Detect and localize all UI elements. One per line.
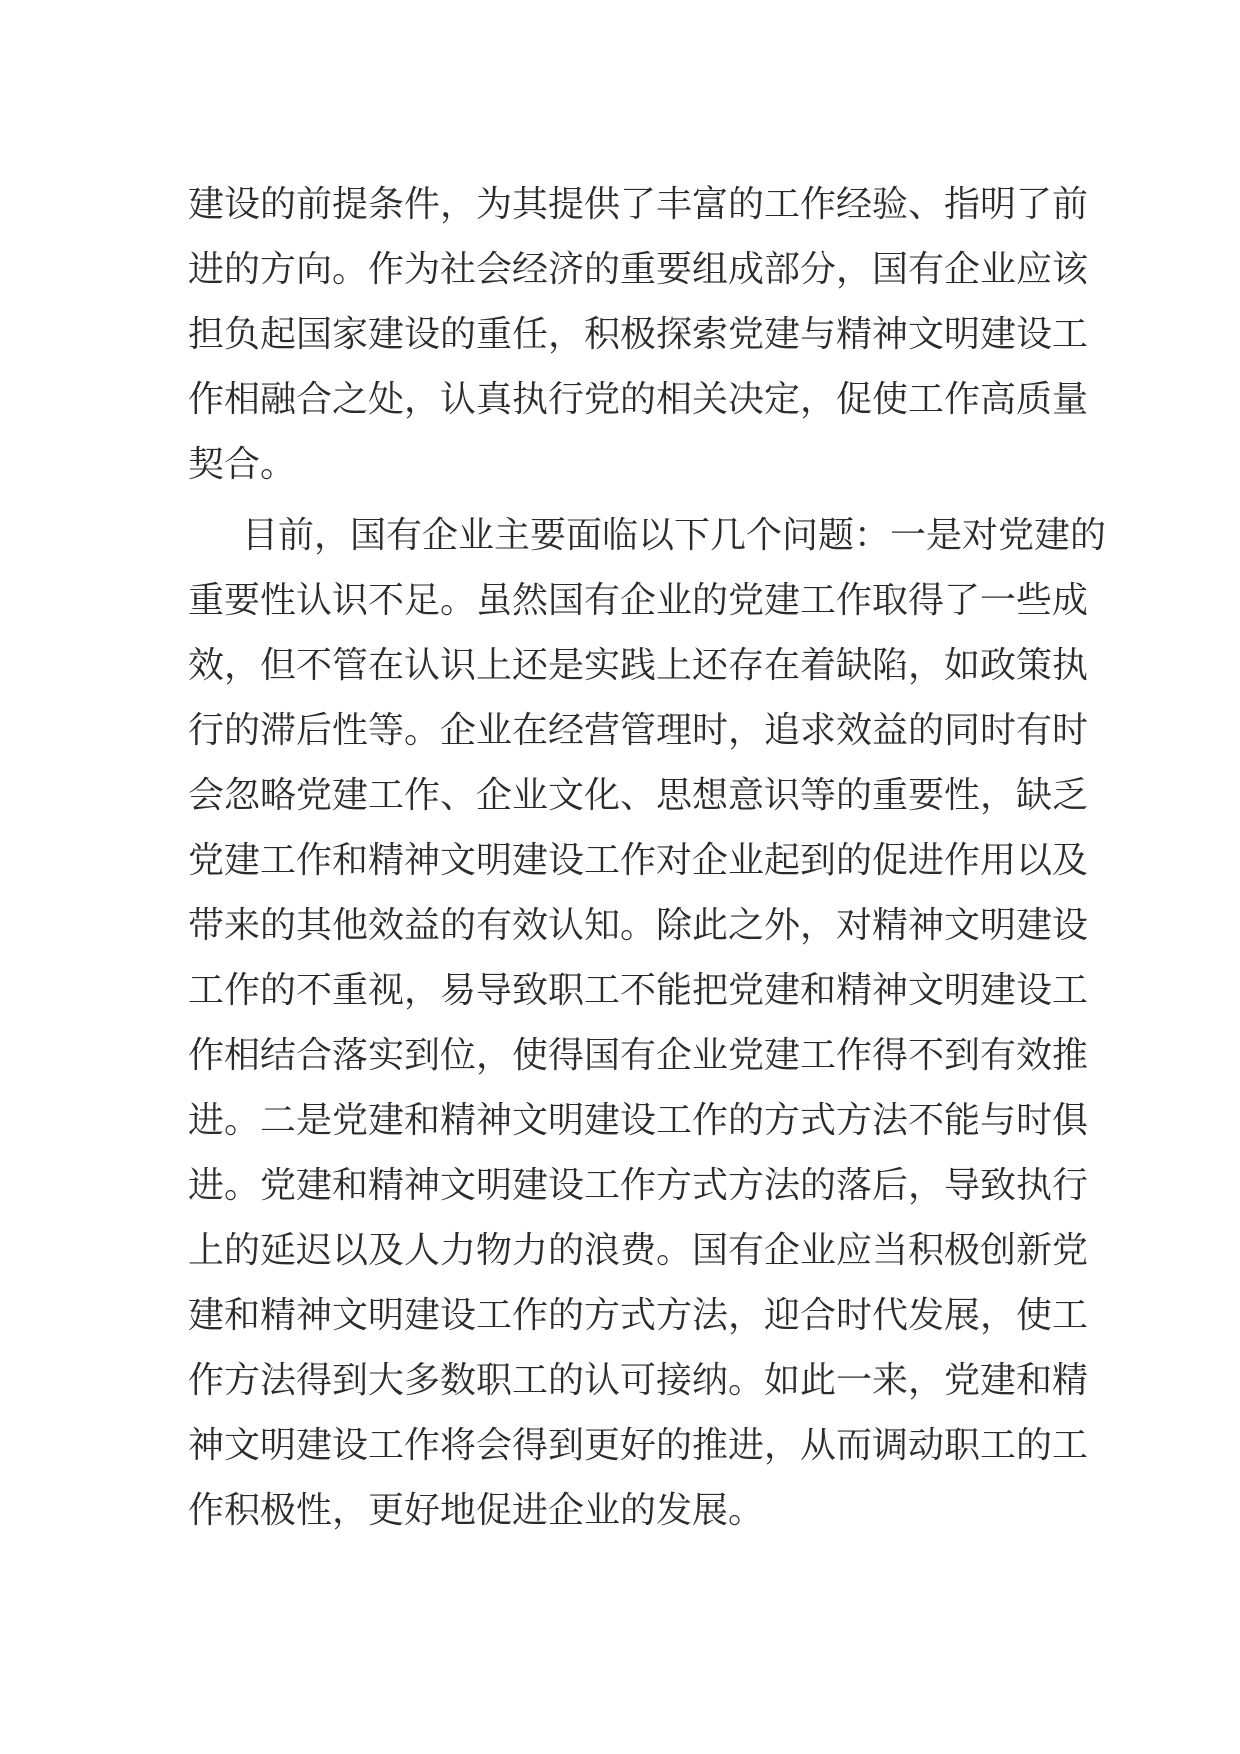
text-line: 进。党建和精神文明建设工作方式方法的落后，导致执行 <box>188 1165 1089 1206</box>
text-line: 效，但不管在认识上还是实践上还存在着缺陷，如政策执 <box>188 645 1089 686</box>
text-line: 会忽略党建工作、企业文化、思想意识等的重要性，缺乏 <box>188 775 1089 816</box>
text-line: 目前，国有企业主要面临以下几个问题：一是对党建的 <box>242 515 1107 556</box>
text-line: 工作的不重视，易导致职工不能把党建和精神文明建设工 <box>188 970 1089 1011</box>
text-line: 建和精神文明建设工作的方式方法，迎合时代发展，使工 <box>188 1295 1089 1336</box>
text-line: 作方法得到大多数职工的认可接纳。如此一来，党建和精 <box>188 1360 1089 1401</box>
text-line: 建设的前提条件，为其提供了丰富的工作经验、指明了前 <box>188 184 1089 225</box>
text-line: 作积极性，更好地促进企业的发展。 <box>188 1490 765 1531</box>
text-line: 作相融合之处，认真执行党的相关决定，促使工作高质量 <box>188 379 1089 420</box>
document-body <box>188 172 1107 1543</box>
text-line: 神文明建设工作将会得到更好的推进，从而调动职工的工 <box>188 1425 1089 1466</box>
text-line: 契合。 <box>188 444 297 485</box>
paragraph-continuation <box>188 172 1089 497</box>
text-line: 上的延迟以及人力物力的浪费。国有企业应当积极创新党 <box>188 1230 1089 1271</box>
text-line: 进的方向。作为社会经济的重要组成部分，国有企业应该 <box>188 249 1089 290</box>
text-line: 党建工作和精神文明建设工作对企业起到的促进作用以及 <box>188 840 1089 881</box>
text-line: 带来的其他效益的有效认知。除此之外，对精神文明建设 <box>188 905 1089 946</box>
paragraph-problems <box>188 503 1107 1543</box>
text-line: 行的滞后性等。企业在经营管理时，追求效益的同时有时 <box>188 710 1089 751</box>
text-line: 进。二是党建和精神文明建设工作的方式方法不能与时俱 <box>188 1100 1089 1141</box>
text-line: 担负起国家建设的重任，积极探索党建与精神文明建设工 <box>188 314 1089 355</box>
text-line: 作相结合落实到位，使得国有企业党建工作得不到有效推 <box>188 1035 1089 1076</box>
text-line: 重要性认识不足。虽然国有企业的党建工作取得了一些成 <box>188 580 1089 621</box>
